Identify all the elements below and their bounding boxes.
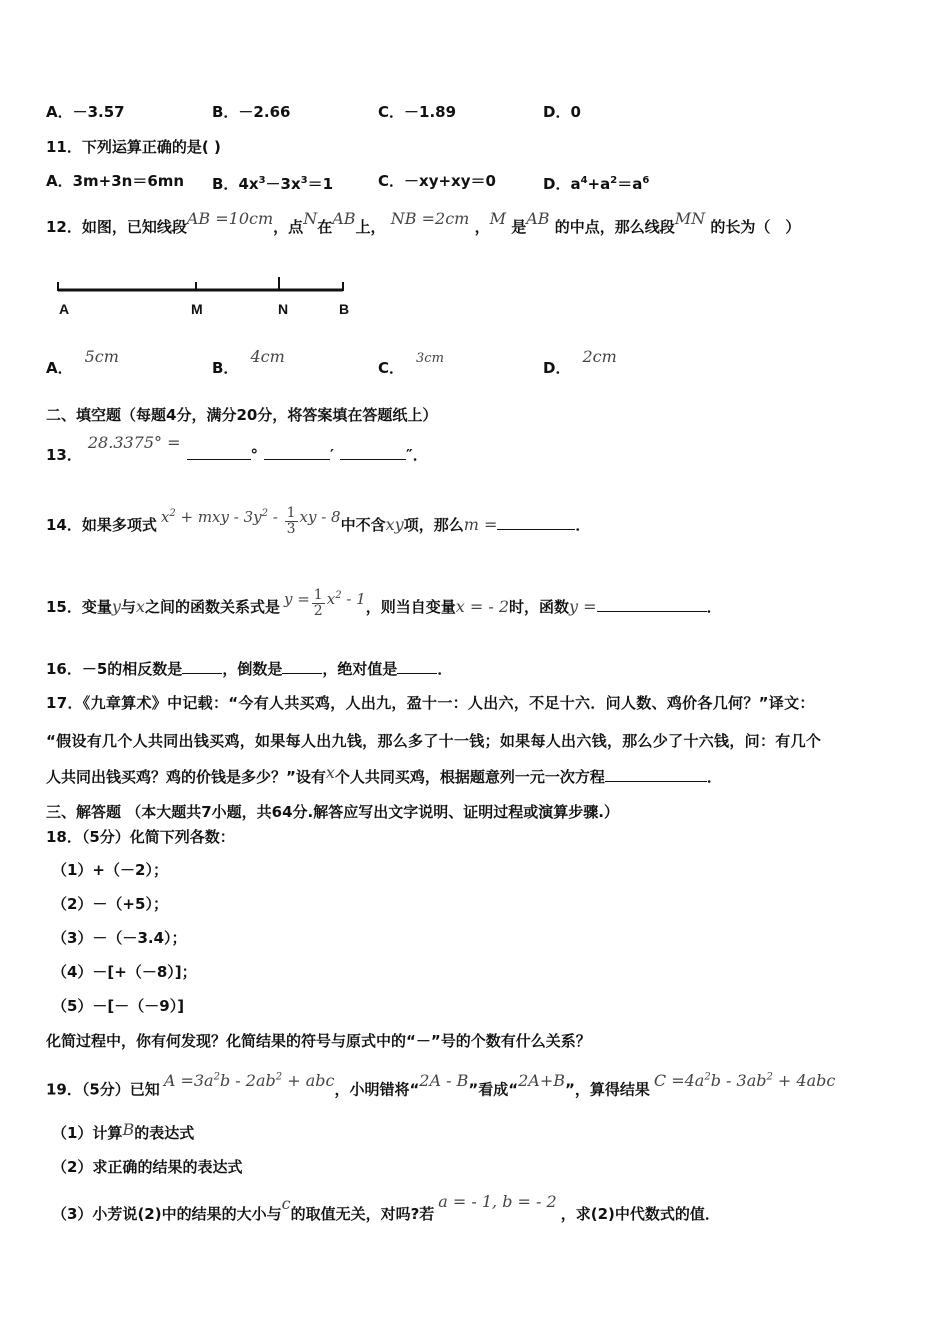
q11-option-c: C．－xy+xy＝0: [378, 172, 496, 190]
line-segment-figure: [50, 274, 350, 298]
q12-option-c: C．3cm: [378, 351, 444, 377]
q18-item-4: （4）－[+（－8）]；: [52, 963, 197, 981]
q18-item-3: （3）－（－3.4）；: [52, 929, 187, 947]
q17-line-1: 17．《九章算术》中记载：“今有人共买鸡，人出九，盈十一：人出六，不足十六．问人数、鸡价各几何？”译文：: [46, 694, 815, 712]
q18-item-2: （2）－（+5）；: [52, 895, 168, 913]
q19-part-2: （2）求正确的结果的表达式: [52, 1158, 243, 1176]
q15: 15．变量y与x之间的函数关系式是 y = $\frac{1}{2}$ $x^2 - 1$，则当自变量x = - 2时，函数y = ．: [46, 587, 722, 619]
q11-option-b: B．$4x^3-3x^3=1$: [212, 175, 334, 193]
q18-question: 化简过程中，你有何发现？化简结果的符号与原式中的“－”号的个数有什么关系？: [46, 1032, 591, 1050]
q17-line-3: 人共同出钱买鸡？鸡的价钱是多少？”设有x个人共同买鸡，根据题意列一元一次方程 ．: [46, 763, 722, 786]
q10-option-b: B．－2.66: [212, 103, 291, 121]
q19-part-1: （1）计算B的表达式: [52, 1120, 195, 1142]
q12-option-a: A．5cm: [46, 347, 119, 377]
q11-option-d: D．$a^4+a^2=a^6$: [543, 175, 650, 193]
section-2-heading: 二、填空题（每题4分，满分20分，将答案填在答题纸上）: [46, 406, 438, 424]
point-label-n: N: [278, 301, 289, 317]
q12-option-d: D．2cm: [543, 347, 617, 377]
section-3-heading: 三、解答题 （本大题共7小题，共64分.解答应写出文字说明、证明过程或演算步骤.）: [46, 803, 619, 821]
point-label-b: B: [339, 301, 350, 317]
q13: 13．28.3375° =° ′ ″．: [46, 433, 428, 464]
q19-part-3: （3）小芳说(2)中的结果的大小与c的取值无关，对吗?若a = - 1, b = - 2，求(2)中代数式的值．: [52, 1192, 720, 1223]
q19-stem: 19．（5分）已知 $A =3a^2b - 2ab^2$ + abc，小明错将“2A - B”看成“2A+B”，算得结果 $C =4a^2b - 3ab^2 + 4abc$: [46, 1071, 836, 1099]
q16: 16．－5的相反数是 ，倒数是 ，绝对值是 ．: [46, 660, 453, 678]
q18-item-5: （5）－[－（－9）]: [52, 997, 185, 1015]
q11-option-a: A．3m+3n＝6mn: [46, 172, 185, 190]
point-label-m: M: [191, 301, 203, 317]
point-label-a: A: [59, 301, 70, 317]
q10-option-a: A．－3.57: [46, 103, 125, 121]
q12-stem: 12．如图，已知线段AB =10cm，点N在AB上， NB =2cm ，M 是AB 的中点，那么线段MN 的长为（ ）: [46, 209, 801, 236]
q17-line-2: “假设有几个人共同出钱买鸡，如果每人出九钱，那么多了十一钱；如果每人出六钱，那么少了十六钱，问：有几个: [46, 732, 822, 750]
q18-item-1: （1）+（－2）；: [52, 861, 168, 879]
q10-option-c: C．－1.89: [378, 103, 457, 121]
q11-stem: 11．下列运算正确的是( ): [46, 138, 221, 156]
q12-option-b: B．4cm: [212, 347, 285, 377]
q10-option-d: D．0: [543, 103, 581, 121]
q14: 14．如果多项式 $x^2$ + mxy - $3y^2$ - $\frac{1}{3}$ xy - 8中不含xy项，那么m = ．: [46, 505, 591, 537]
q18-stem: 18．（5分）化简下列各数：: [46, 828, 235, 846]
